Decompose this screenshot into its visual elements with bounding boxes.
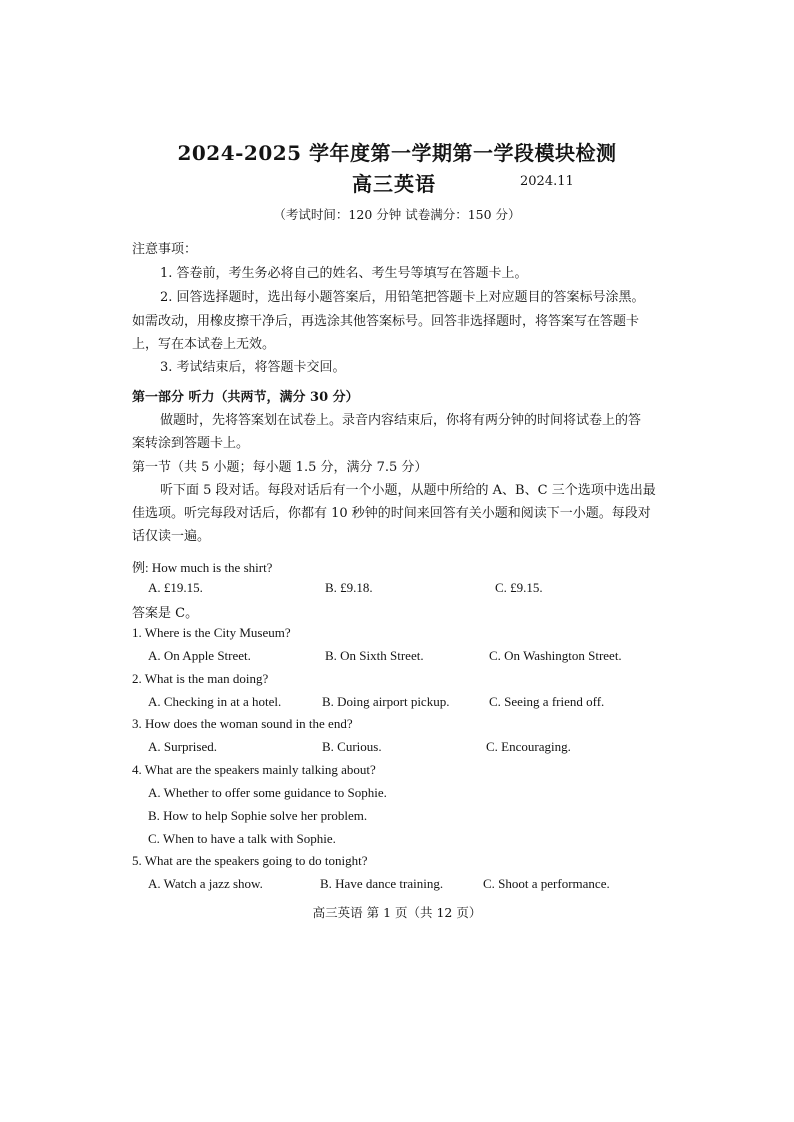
question-3: 3. How does the woman sound in the end? [132, 716, 353, 731]
question-5-option-c: C. Shoot a performance. [483, 876, 610, 891]
page-footer: 高三英语 第 1 页（共 12 页） [312, 905, 482, 920]
example-answer: 答案是 C。 [132, 606, 199, 621]
question-3-option-a: A. Surprised. [148, 739, 217, 754]
question-1-option-a: A. On Apple Street. [148, 648, 251, 663]
part1-intro-line-1: 做题时，先将答案划在试卷上。录音内容结束后，你将有两分钟的时间将试卷上的答 [160, 413, 642, 428]
question-1-option-c: C. On Washington Street. [489, 648, 622, 663]
example-option-b: B. £9.18. [325, 580, 373, 595]
exam-title: 2024-2025 学年度第一学期第一学段模块检测 [177, 141, 617, 165]
question-5: 5. What are the speakers going to do tonight? [132, 853, 368, 868]
question-5-option-b: B. Have dance training. [320, 876, 444, 891]
notes-item-2-line-3: 上，写在本试卷上无效。 [132, 337, 276, 352]
question-2-option-b: B. Doing airport pickup. [322, 694, 450, 709]
part1-heading: 第一部分 听力（共两节，满分 30 分） [132, 390, 359, 405]
question-3-option-c: C. Encouraging. [486, 739, 571, 754]
question-1-option-b: B. On Sixth Street. [325, 648, 424, 663]
notes-item-3: 3. 考试结束后，将答题卡交回。 [160, 360, 346, 375]
exam-info: （考试时间：120 分钟 试卷满分：150 分） [273, 207, 521, 222]
notes-item-1: 1. 答卷前，考生务必将自己的姓名、考生号等填写在答题卡上。 [160, 266, 528, 281]
exam-subject: 高三英语 [352, 172, 436, 196]
question-4-option-b: B. How to help Sophie solve her problem. [148, 808, 368, 823]
part1-intro-line-2: 案转涂到答题卡上。 [132, 436, 250, 451]
question-2-option-c: C. Seeing a friend off. [489, 694, 605, 709]
question-1: 1. Where is the City Museum? [132, 625, 291, 640]
example-option-a: A. £19.15. [148, 580, 203, 595]
section1-line-1: 听下面 5 段对话。每段对话后有一个小题，从题中所给的 A、B、C 三个选项中选出最 [160, 483, 656, 498]
example-question: 例: How much is the shirt? [132, 560, 273, 575]
question-5-option-a: A. Watch a jazz show. [148, 876, 263, 891]
question-2-option-a: A. Checking in at a hotel. [148, 694, 282, 709]
question-3-option-b: B. Curious. [322, 739, 382, 754]
section1-heading: 第一节（共 5 小题；每小题 1.5 分，满分 7.5 分） [132, 460, 428, 475]
section1-line-2: 佳选项。听完每段对话后，你都有 10 秒钟的时间来回答有关小题和阅读下一小题。每段对 [132, 506, 651, 521]
example-option-c: C. £9.15. [495, 580, 543, 595]
exam-date: 2024.11 [520, 174, 574, 189]
section1-line-3: 话仅读一遍。 [132, 529, 211, 544]
question-2: 2. What is the man doing? [132, 671, 269, 686]
question-4: 4. What are the speakers mainly talking about? [132, 762, 376, 777]
notes-item-2-line-1: 2. 回答选择题时，选出每小题答案后，用铅笔把答题卡上对应题目的答案标号涂黑。 [160, 290, 645, 305]
question-4-option-c: C. When to have a talk with Sophie. [148, 831, 336, 846]
notes-item-2-line-2: 如需改动，用橡皮擦干净后，再选涂其他答案标号。回答非选择题时，将答案写在答题卡 [132, 314, 640, 329]
question-4-option-a: A. Whether to offer some guidance to Sophie. [148, 785, 387, 800]
notes-heading: 注意事项： [132, 242, 198, 257]
